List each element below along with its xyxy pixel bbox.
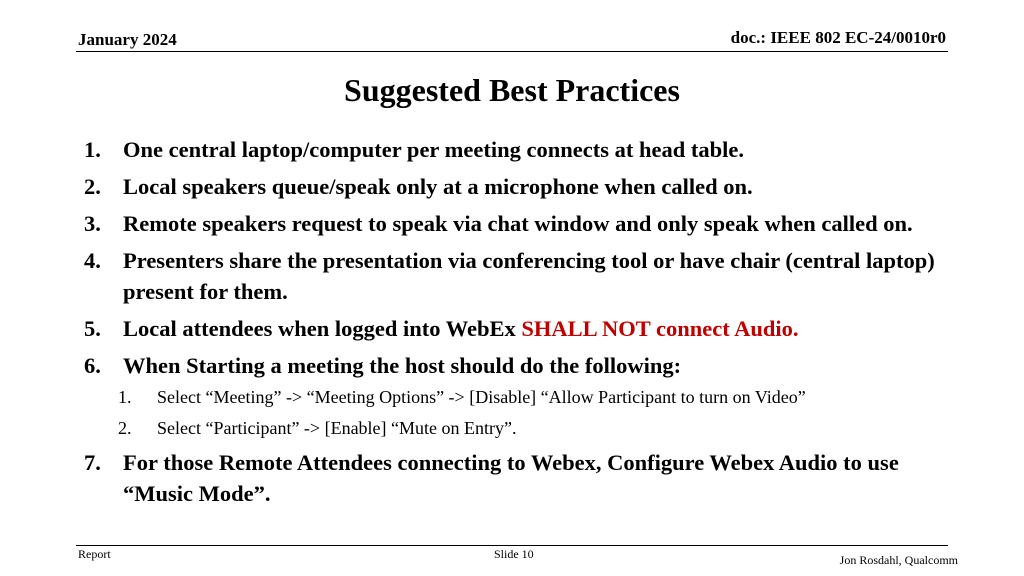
list-item (84, 171, 944, 202)
sub-list-container (84, 385, 944, 440)
item-number: 2. (84, 174, 101, 199)
item-text: For those Remote Attendees connecting to Webex, Configure Webex Audio to use “Music Mode”. (123, 450, 899, 506)
host-steps-list (118, 385, 944, 440)
slide-title: Suggested Best Practices (344, 72, 680, 108)
sub-list-item (118, 416, 944, 440)
item-number: 7. (84, 450, 101, 475)
item-number: 6. (84, 353, 101, 378)
list-item (84, 208, 944, 239)
footer-slide-number: Slide 10 (494, 547, 534, 561)
practices-list (84, 134, 944, 515)
footer-author: Jon Rosdahl, Qualcomm (839, 553, 958, 567)
item-number: 1. (84, 137, 101, 162)
sub-item-number: 2. (118, 418, 132, 438)
item-text: Local speakers queue/speak only at a microphone when called on. (123, 174, 753, 199)
sub-item-text: Select “Meeting” -> “Meeting Options” -> [Disable] “Allow Participant to turn on Video” (157, 387, 806, 407)
item-text: Remote speakers request to speak via chat window and only speak when called on. (123, 211, 913, 236)
header-date: January 2024 (78, 30, 177, 49)
item-text: Presenters share the presentation via conferencing tool or have chair (central laptop) present for them. (123, 248, 935, 304)
sub-list-item (118, 385, 944, 409)
list-item (84, 245, 944, 307)
footer-divider (76, 545, 948, 546)
sub-item-text: Select “Participant” -> [Enable] “Mute on Entry”. (157, 418, 517, 438)
list-item (84, 350, 944, 381)
header-doc-id: doc.: IEEE 802 EC-24/0010r0 (730, 28, 946, 47)
list-item (84, 313, 944, 344)
footer-report-label: Report (78, 547, 111, 561)
item-number: 5. (84, 316, 101, 341)
list-item (84, 134, 944, 165)
list-item (84, 447, 944, 509)
header-divider (76, 51, 948, 52)
item-text: One central laptop/computer per meeting connects at head table. (123, 137, 744, 162)
item-number: 3. (84, 211, 101, 236)
item-text: When Starting a meeting the host should do the following: (123, 353, 682, 378)
shall-not-warning: SHALL NOT connect Audio. (521, 316, 799, 341)
item-text (123, 313, 944, 344)
item-number: 4. (84, 248, 101, 273)
sub-item-number: 1. (118, 387, 132, 407)
item-text-plain: Local attendees when logged into WebEx (123, 316, 522, 341)
